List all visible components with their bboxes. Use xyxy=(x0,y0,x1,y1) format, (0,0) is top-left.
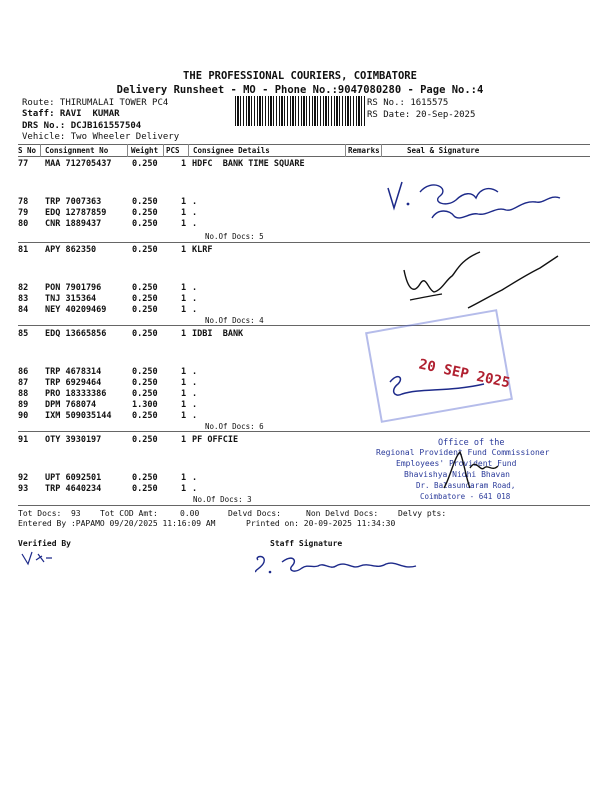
row-sno: 78 xyxy=(18,197,29,207)
barcode-image xyxy=(235,96,365,126)
row-consignment: IXM 509035144 xyxy=(45,411,112,421)
group-rule xyxy=(18,325,590,326)
delivered-docs: Delvd Docs: xyxy=(228,509,281,518)
table-row xyxy=(18,411,590,423)
row-sno: 82 xyxy=(18,283,29,293)
row-consignee: . xyxy=(192,305,198,315)
row-sno: 89 xyxy=(18,400,29,410)
row-pcs: 1 xyxy=(181,473,187,483)
office-stamp-line-2: Regional Provident Fund Commissioner xyxy=(376,448,550,457)
row-consignee: . xyxy=(192,378,198,388)
row-consignee: PF OFFCIE xyxy=(192,435,239,445)
row-pcs: 1 xyxy=(181,159,187,169)
row-consignee: . xyxy=(192,208,198,218)
row-weight: 0.250 xyxy=(132,367,158,377)
route-label: Route: THIRUMALAI TOWER PC4 xyxy=(22,98,169,108)
col-sep xyxy=(163,144,164,157)
drs-number: DRS No.: DCJB161557504 xyxy=(22,121,142,131)
total-docs: Tot Docs: 93 xyxy=(18,509,81,518)
row-consignment: TRP 7007363 xyxy=(45,197,102,207)
row-consignee: . xyxy=(192,219,198,229)
row-consignment: APY 862350 xyxy=(45,245,97,255)
row-sno: 77 xyxy=(18,159,29,169)
total-cod-label: Tot COD Amt: xyxy=(100,509,158,518)
row-consignment: TRP 4640234 xyxy=(45,484,102,494)
staff-label: Staff: RAVI KUMAR xyxy=(22,109,120,119)
table-header-rule xyxy=(18,156,590,157)
row-weight: 0.250 xyxy=(132,159,158,169)
verified-by-label: Verified By xyxy=(18,539,71,548)
row-pcs: 1 xyxy=(181,435,187,445)
row-weight: 0.250 xyxy=(132,435,158,445)
company-title: THE PROFESSIONAL COURIERS, COIMBATORE xyxy=(183,70,417,82)
row-pcs: 1 xyxy=(181,389,187,399)
row-sno: 87 xyxy=(18,378,29,388)
col-consignment: Consignment No xyxy=(45,146,109,155)
row-weight: 0.250 xyxy=(132,329,158,339)
row-sno: 85 xyxy=(18,329,29,339)
printed-on: Printed on: 20-09-2025 11:34:30 xyxy=(246,519,396,528)
date-stamp-text: 20 SEP 2025 xyxy=(417,356,512,392)
group-rule xyxy=(18,431,590,432)
row-pcs: 1 xyxy=(181,208,187,218)
row-consignment: PRO 18333386 xyxy=(45,389,107,399)
runsheet-title: Delivery Runsheet - MO - Phone No.:9047080280 - Page No.:4 xyxy=(116,84,484,96)
row-consignee: KLRF xyxy=(192,245,213,255)
row-pcs: 1 xyxy=(181,367,187,377)
vehicle-label: Vehicle: Two Wheeler Delivery xyxy=(22,132,180,142)
verified-signature-image xyxy=(20,548,60,568)
group-doc-count: No.Of Docs: 4 xyxy=(205,316,264,325)
signature-1-image xyxy=(380,168,580,228)
row-consignee: . xyxy=(192,484,198,494)
row-weight: 0.250 xyxy=(132,473,158,483)
total-cod-value: 0.00 xyxy=(180,509,200,518)
row-weight: 0.250 xyxy=(132,411,158,421)
office-stamp-signature xyxy=(440,448,500,498)
row-consignment: OTY 3930197 xyxy=(45,435,102,445)
row-sno: 91 xyxy=(18,435,29,445)
office-stamp-line-6: Coimbatore - 641 018 xyxy=(420,492,511,501)
table-top-rule xyxy=(18,144,590,145)
row-sno: 83 xyxy=(18,294,29,304)
row-consignee: . xyxy=(192,283,198,293)
col-sep xyxy=(188,144,189,157)
row-sno: 93 xyxy=(18,484,29,494)
row-sno: 84 xyxy=(18,305,29,315)
row-consignment: MAA 712705437 xyxy=(45,159,112,169)
non-delivered-docs: Non Delvd Docs: xyxy=(306,509,379,518)
office-stamp-line-3: Employees' Provident Fund xyxy=(396,459,517,468)
row-sno: 92 xyxy=(18,473,29,483)
row-consignment: CNR 1889437 xyxy=(45,219,102,229)
row-sno: 80 xyxy=(18,219,29,229)
row-consignee: . xyxy=(192,411,198,421)
col-pcs: PCS xyxy=(166,146,180,155)
group-doc-count: No.Of Docs: 6 xyxy=(205,422,264,431)
group-doc-count: No.Of Docs: 3 xyxy=(193,495,252,504)
row-pcs: 1 xyxy=(181,245,187,255)
row-weight: 1.300 xyxy=(132,400,158,410)
row-consignee: . xyxy=(192,473,198,483)
row-consignment: EDQ 13665856 xyxy=(45,329,107,339)
row-consignee: . xyxy=(192,400,198,410)
row-pcs: 1 xyxy=(181,283,187,293)
row-consignee: . xyxy=(192,389,198,399)
col-seal: Seal & Signature xyxy=(407,146,480,155)
row-weight: 0.250 xyxy=(132,245,158,255)
staff-signature-label: Staff Signature xyxy=(270,539,343,548)
row-consignment: NEY 40209469 xyxy=(45,305,107,315)
rs-number: RS No.: 1615575 xyxy=(367,98,449,108)
row-consignee: HDFC BANK TIME SQUARE xyxy=(192,159,305,169)
group-rule xyxy=(18,242,590,243)
row-weight: 0.250 xyxy=(132,219,158,229)
row-pcs: 1 xyxy=(181,484,187,494)
row-pcs: 1 xyxy=(181,219,187,229)
row-pcs: 1 xyxy=(181,411,187,421)
row-sno: 79 xyxy=(18,208,29,218)
row-consignee: . xyxy=(192,294,198,304)
group-rule xyxy=(18,505,590,506)
office-stamp-line-1: Office of the xyxy=(438,438,505,448)
table-row xyxy=(18,329,590,341)
rs-date: RS Date: 20-Sep-2025 xyxy=(367,110,476,120)
row-pcs: 1 xyxy=(181,294,187,304)
row-sno: 88 xyxy=(18,389,29,399)
office-stamp-line-5: Dr. Balasundaram Road, xyxy=(416,481,516,490)
row-weight: 0.250 xyxy=(132,283,158,293)
row-consignee: . xyxy=(192,197,198,207)
row-sno: 90 xyxy=(18,411,29,421)
row-consignment: UPT 6092501 xyxy=(45,473,102,483)
row-consignment: TNJ 315364 xyxy=(45,294,97,304)
row-consignment: DPM 768074 xyxy=(45,400,97,410)
row-consignment: TRP 4678314 xyxy=(45,367,102,377)
row-weight: 0.250 xyxy=(132,197,158,207)
row-consignment: EDQ 12787859 xyxy=(45,208,107,218)
row-pcs: 1 xyxy=(181,400,187,410)
row-pcs: 1 xyxy=(181,378,187,388)
row-weight: 0.250 xyxy=(132,378,158,388)
row-weight: 0.250 xyxy=(132,389,158,399)
row-consignment: TRP 6929464 xyxy=(45,378,102,388)
office-stamp-line-4: Bhavishya Nidhi Bhavan xyxy=(404,470,510,479)
col-sep xyxy=(345,144,346,157)
row-consignee: . xyxy=(192,367,198,377)
staff-signature-image xyxy=(252,552,432,578)
row-sno: 86 xyxy=(18,367,29,377)
delivery-points: Delvy pts: xyxy=(398,509,447,518)
row-weight: 0.250 xyxy=(132,208,158,218)
col-consignee: Consignee Details xyxy=(193,146,270,155)
row-pcs: 1 xyxy=(181,197,187,207)
entered-by: Entered By :PAPAMO 09/20/2025 11:16:09 AM xyxy=(18,519,216,528)
row-weight: 0.250 xyxy=(132,294,158,304)
col-sno: S No xyxy=(18,146,37,155)
col-remarks: Remarks xyxy=(348,146,380,155)
row-pcs: 1 xyxy=(181,305,187,315)
col-sep xyxy=(127,144,128,157)
row-weight: 0.250 xyxy=(132,484,158,494)
date-stamp-signature xyxy=(380,368,490,408)
col-sep xyxy=(381,144,382,157)
group-doc-count: No.Of Docs: 5 xyxy=(205,232,264,241)
row-pcs: 1 xyxy=(181,329,187,339)
row-consignee: IDBI BANK xyxy=(192,329,244,339)
col-sep xyxy=(40,144,41,157)
col-weight: Weight xyxy=(131,146,159,155)
row-consignment: PON 7901796 xyxy=(45,283,102,293)
signature-2-image xyxy=(390,250,560,310)
row-weight: 0.250 xyxy=(132,305,158,315)
row-sno: 81 xyxy=(18,245,29,255)
